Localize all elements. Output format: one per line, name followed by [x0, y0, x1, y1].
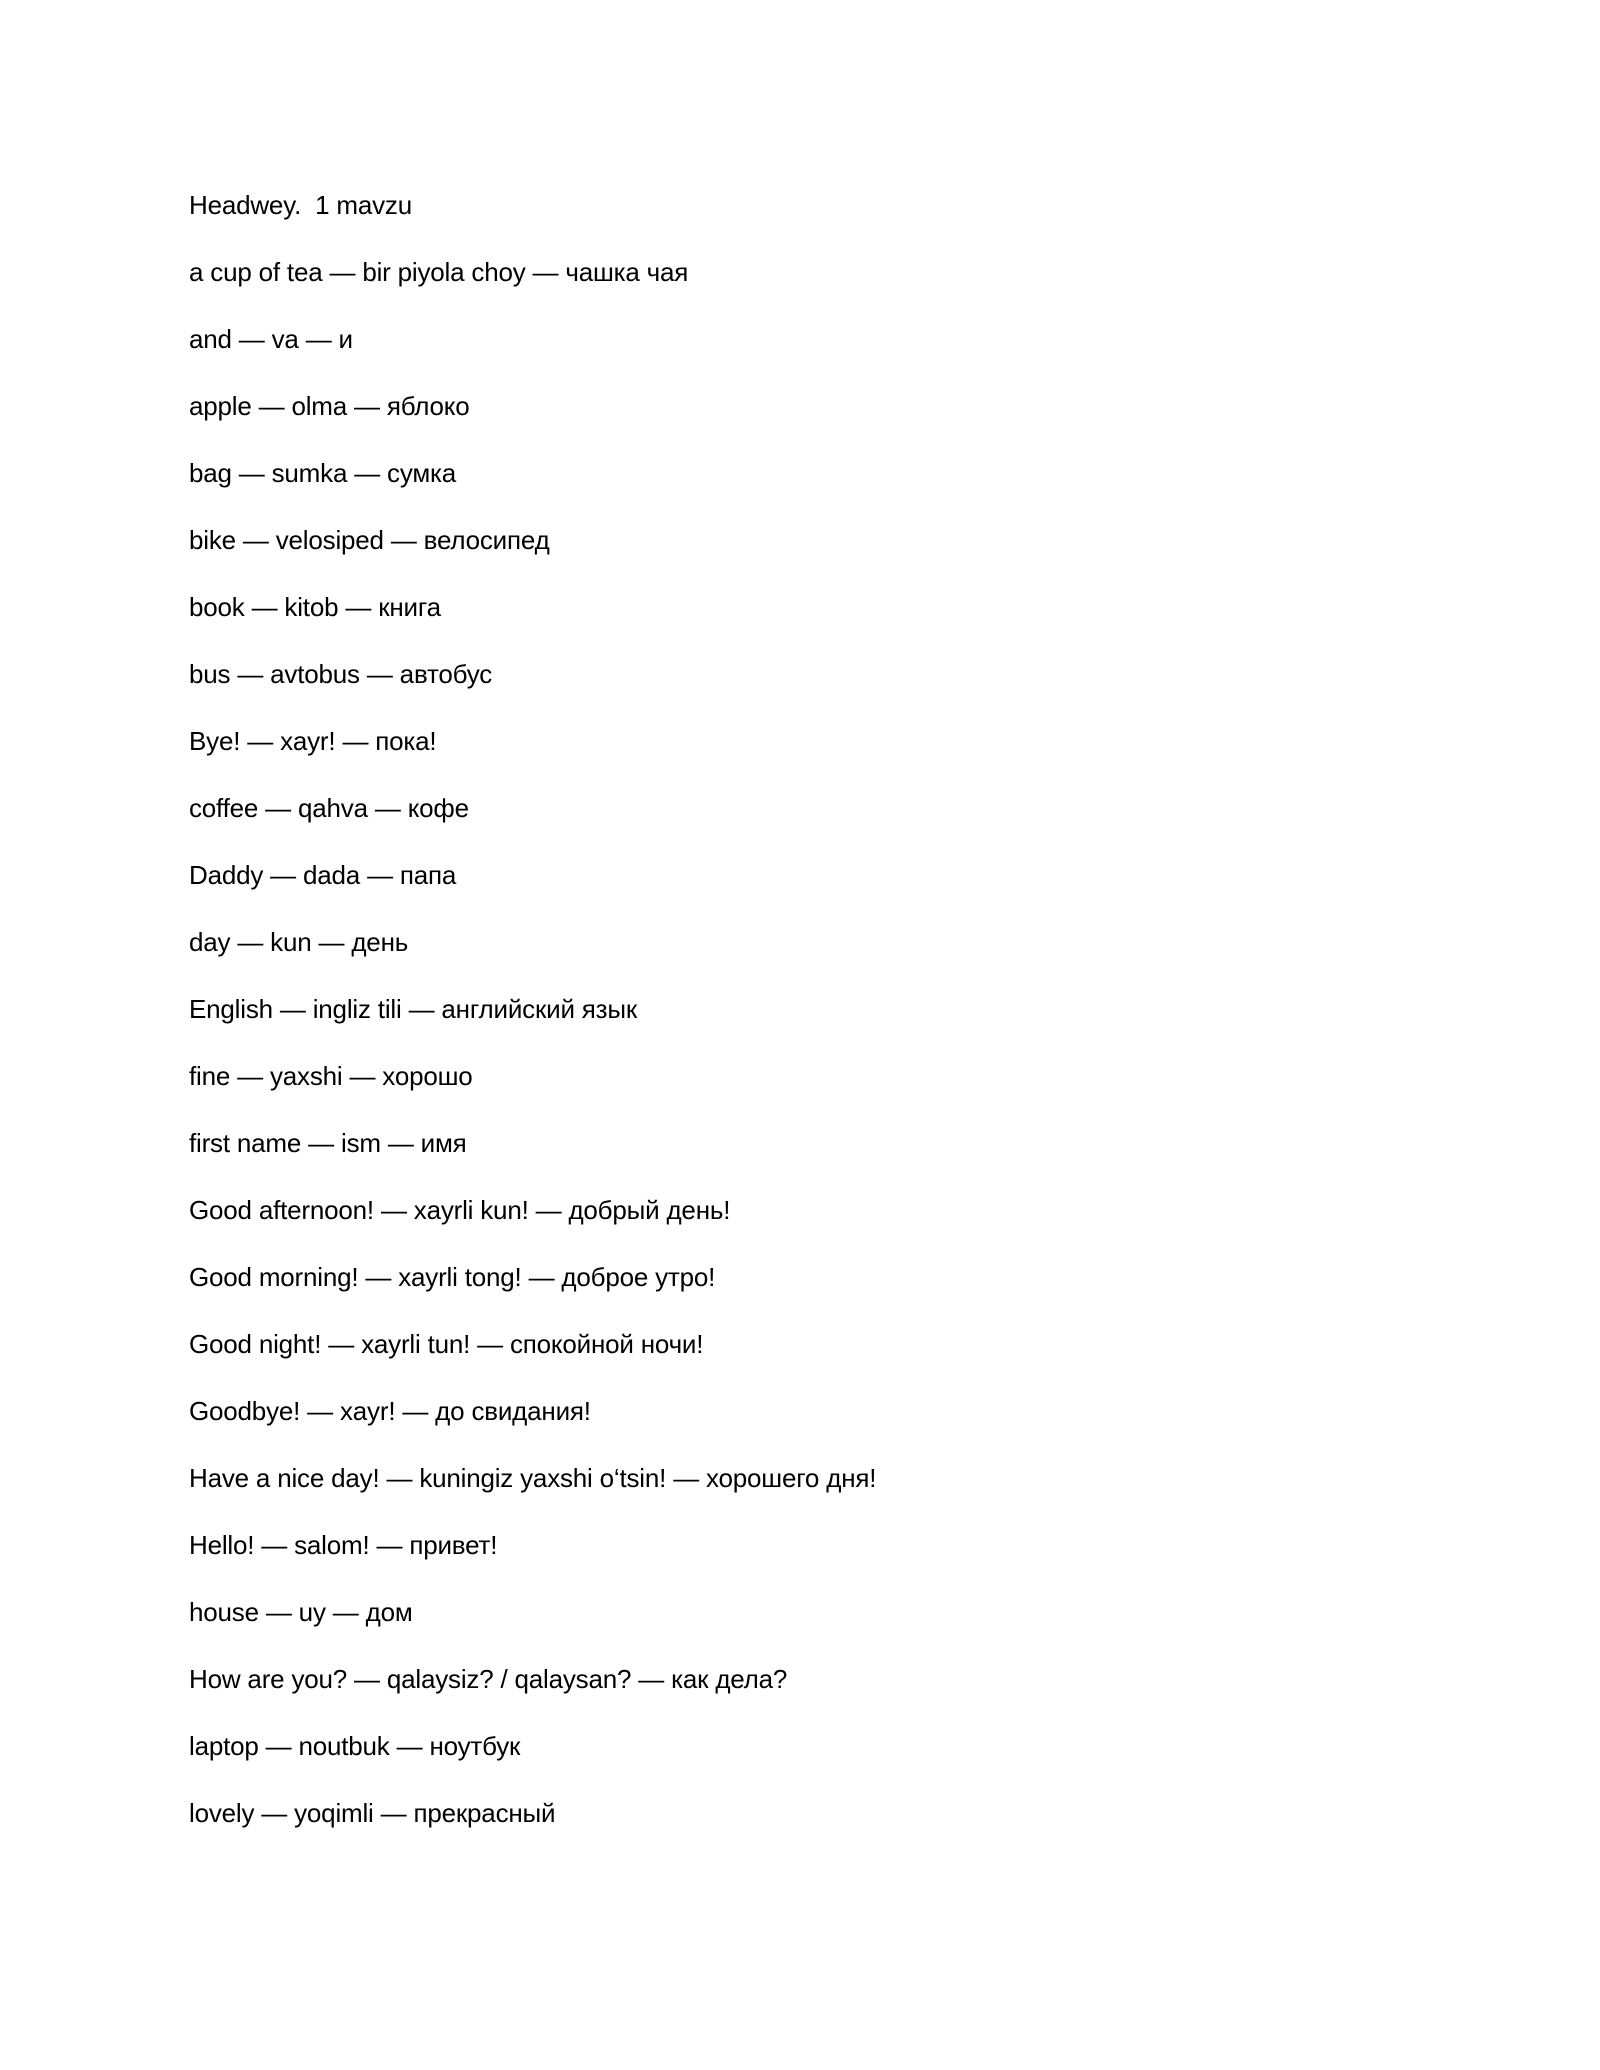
vocab-entry: book — kitob — книга — [189, 592, 441, 622]
vocab-entry: Have a nice day! — kuningiz yaxshi o‘tsin! — хорошего дня! — [189, 1463, 877, 1493]
vocab-entry: Good afternoon! — xayrli kun! — добрый день! — [189, 1195, 731, 1225]
vocabulary-list — [189, 182, 1429, 1857]
vocab-entry: bike — velosiped — велосипед — [189, 525, 550, 555]
vocab-entry: Bye! — xayr! — пока! — [189, 726, 437, 756]
vocab-entry: apple — olma — яблоко — [189, 391, 470, 421]
vocab-entry: Good night! — xayrli tun! — спокойной ночи! — [189, 1329, 704, 1359]
vocab-entry: Good morning! — xayrli tong! — доброе утро! — [189, 1262, 716, 1292]
vocab-entry: English — ingliz tili — английский язык — [189, 994, 638, 1024]
document-title: Headwey. 1 mavzu — [189, 190, 412, 220]
vocab-entry: day — kun — день — [189, 927, 409, 957]
vocab-entry: lovely — yoqimli — прекрасный — [189, 1798, 556, 1828]
vocab-entry: fine — yaxshi — хорошо — [189, 1061, 473, 1091]
vocab-entry: bus — avtobus — автобус — [189, 659, 493, 689]
vocab-entry: Goodbye! — xayr! — до свидания! — [189, 1396, 591, 1426]
vocab-entry: coffee — qahva — кофе — [189, 793, 469, 823]
vocab-entry: a cup of tea — bir piyola choy — чашка чая — [189, 257, 689, 287]
vocab-entry: and — va — и — [189, 324, 353, 354]
vocab-entry: bag — sumka — сумка — [189, 458, 457, 488]
vocab-entry: first name — ism — имя — [189, 1128, 467, 1158]
vocab-entry: How are you? — qalaysiz? / qalaysan? — как дела? — [189, 1664, 788, 1694]
vocab-entry: Daddy — dada — папа — [189, 860, 457, 890]
vocab-entry: Hello! — salom! — привет! — [189, 1530, 498, 1560]
vocab-entry: house — uy — дом — [189, 1597, 413, 1627]
vocab-entry: laptop — noutbuk — ноутбук — [189, 1731, 521, 1761]
